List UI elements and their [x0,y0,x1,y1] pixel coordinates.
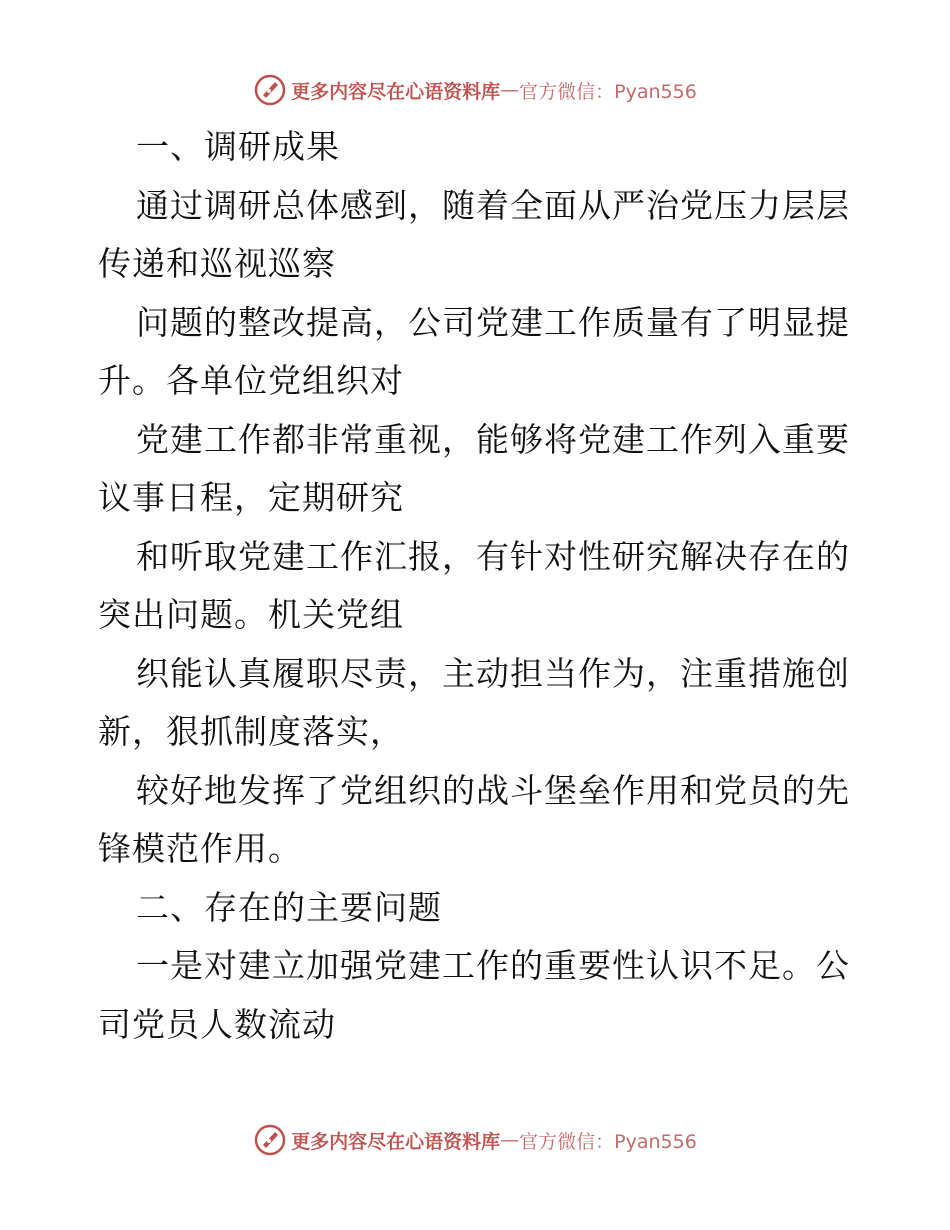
watermark-separator: — [500,1129,520,1151]
pen-nib-logo-icon [253,73,287,107]
watermark-separator: — [500,79,520,101]
pen-nib-logo-icon [253,1123,287,1157]
paragraph-7: 一是对建立加强党建工作的重要性认识不足。公司党员人数流动 [98,946,850,1044]
watermark-main-text: 更多内容尽在心语资料库 [291,1130,501,1153]
paragraph-4: 和听取党建工作汇报，有针对性研究解决存在的突出问题。机关党组 [98,536,850,634]
document-body [98,118,858,1054]
footer-watermark [0,1120,950,1160]
paragraph-2: 问题的整改提高，公司党建工作质量有了明显提升。各单位党组织对 [98,302,850,400]
watermark-wechat-text: 官方微信：Pyan556 [519,80,697,103]
paragraph-1: 通过调研总体感到，随着全面从严治党压力层层传递和巡视巡察 [98,185,850,283]
paragraph-3: 党建工作都非常重视，能够将党建工作列入重要议事日程，定期研究 [98,419,850,517]
paragraph-5: 织能认真履职尽责，主动担当作为，注重措施创新，狠抓制度落实， [98,653,850,751]
section-heading-2: 二、存在的主要问题 [136,887,442,927]
paragraph-6: 较好地发挥了党组织的战斗堡垒作用和党员的先锋模范作用。 [98,770,850,868]
watermark-main-text: 更多内容尽在心语资料库 [291,80,501,103]
header-watermark [0,70,950,110]
watermark-wechat-text: 官方微信：Pyan556 [519,1130,697,1153]
section-heading-1: 一、调研成果 [136,127,340,166]
